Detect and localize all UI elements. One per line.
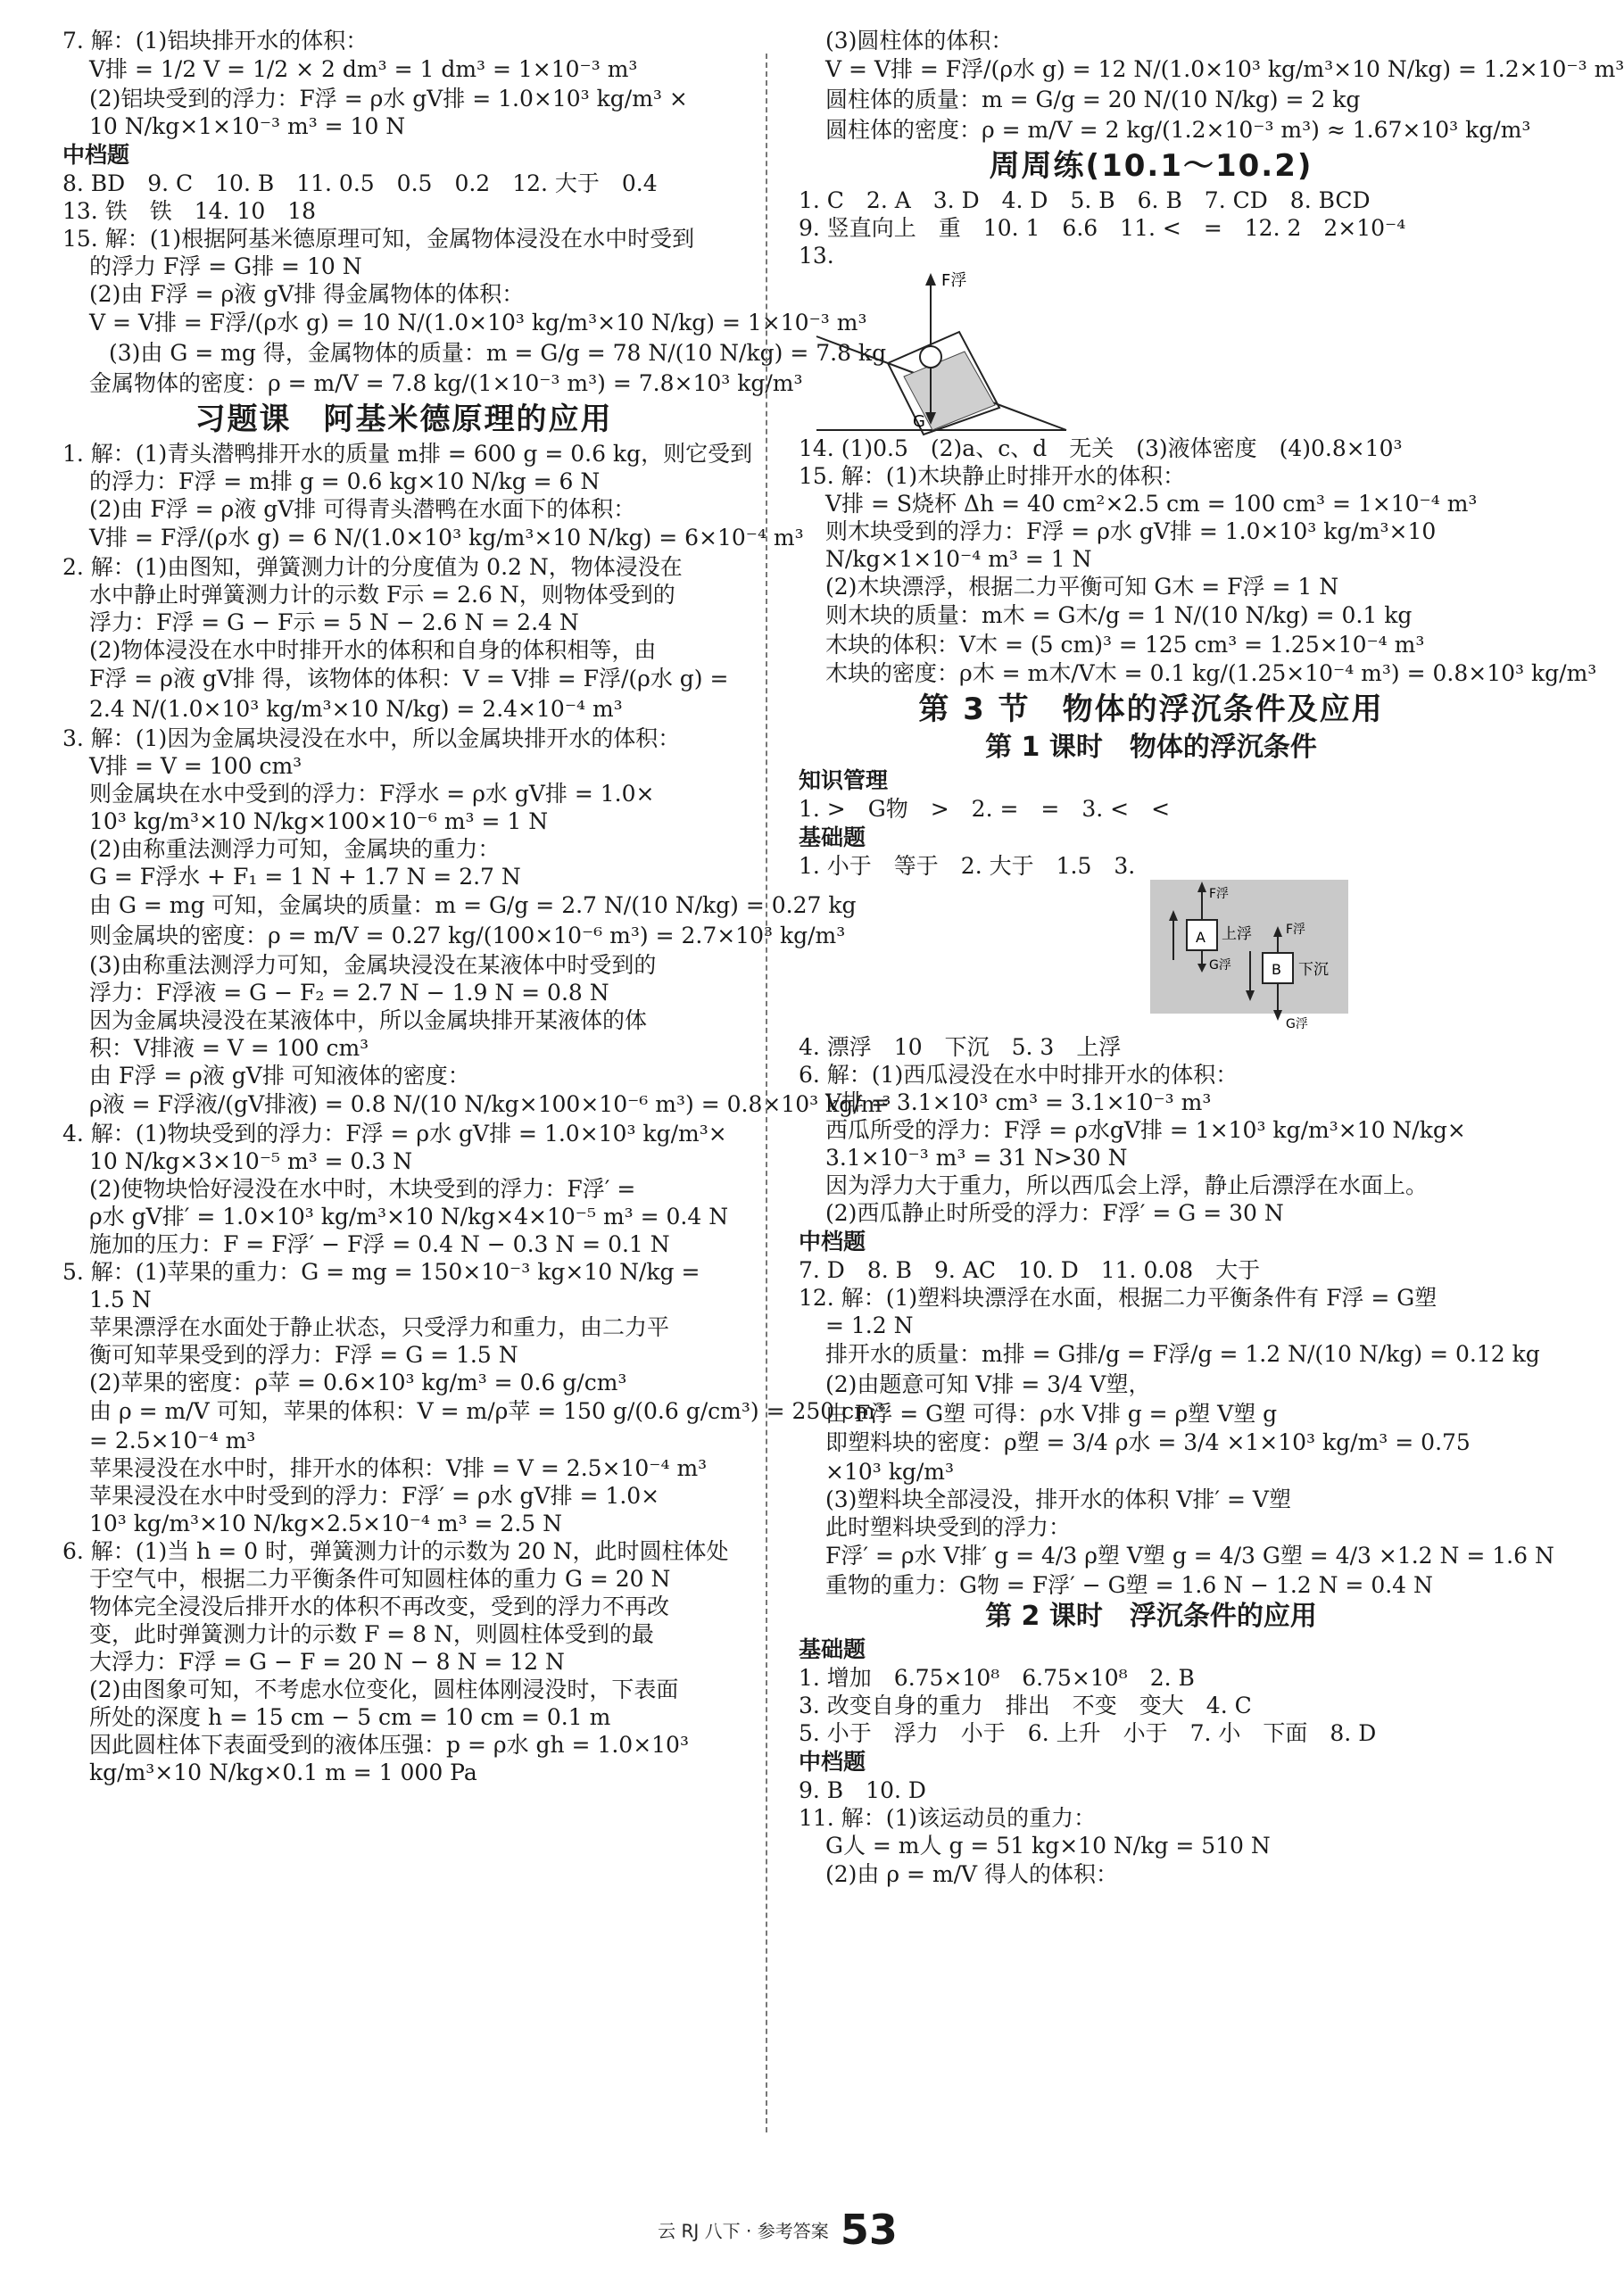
right-top-block — [799, 27, 1624, 269]
answer-line: 9. B 10. D — [799, 1777, 926, 1803]
answer-line: 1. 小于 等于 2. 大于 1.5 3. — [799, 853, 1136, 879]
floating-ball — [920, 346, 941, 368]
answer-line: 浮力：F浮 = G − F示 = 5 N − 2.6 N = 2.4 N — [89, 609, 579, 635]
answer-line: 14. (1)0.5 (2)a、c、d 无关 (3)液体密度 (4)0.8×10³ — [799, 435, 1403, 461]
answer-line: G = F浮水 + F₁ = 1 N + 1.7 N = 2.7 N — [89, 864, 521, 890]
answer-line: ρ液 = F浮液/(gV排液) = 0.8 N/(10 N/kg×100×10⁻⁶ m³) = 0.8×10³ kg/m³ — [89, 1091, 891, 1117]
answer-line: 6. 解：(1)当 h = 0 时，弹簧测力计的示数为 20 N，此时圆柱体处 — [62, 1538, 729, 1564]
up-label: 上浮 — [1222, 925, 1252, 943]
answer-line: F浮 = ρ液 gV排 得，该物体的体积：V = V排 = F浮/(ρ水 g) = — [89, 666, 729, 691]
answer-line: 7. 解：(1)铝块排开水的体积： — [62, 28, 369, 54]
answer-line: = 2.5×10⁻⁴ m³ — [89, 1428, 256, 1453]
answer-line: (3)由 G = mg 得，金属物体的质量：m = G/g = 78 N/(10 N/kg) = 7.8 kg — [109, 340, 887, 366]
answer-line: 重物的重力：G物 = F浮′ − G塑 = 1.6 N − 1.2 N = 0.4 N — [825, 1572, 1433, 1598]
block-a-label: A — [1196, 929, 1206, 946]
answer-line: V排 = V = 100 cm³ — [89, 753, 302, 779]
answer-line: 13. 铁 铁 14. 10 18 — [62, 198, 317, 224]
answer-line: 3. 解：(1)因为金属块浸没在水中，所以金属块排开水的体积： — [62, 725, 681, 751]
answer-line: 1. C 2. A 3. D 4. D 5. B 6. B 7. CD 8. BCD — [799, 187, 1371, 213]
answer-line: 的浮力 F浮 = G排 = 10 N — [89, 253, 362, 279]
answer-line: (2)由 F浮 = ρ液 gV排 得金属物体的体积： — [89, 281, 525, 307]
answer-line: 5. 小于 浮力 小于 6. 上升 小于 7. 小 下面 8. D — [799, 1720, 1377, 1746]
answer-line: 2.4 N/(1.0×10³ kg/m³×10 N/kg) = 2.4×10⁻⁴ m³ — [89, 696, 623, 722]
answer-line: 排开水的质量：m排 = G排/g = F浮/g = 1.2 N/(10 N/kg) = 0.12 kg — [825, 1341, 1540, 1367]
answer-line: (3)塑料块全部浸没，排开水的体积 V排′ = V塑 — [825, 1486, 1291, 1512]
answer-line: 15. 解：(1)根据阿基米德原理可知，金属物体浸没在水中时受到 — [62, 226, 695, 252]
answer-line: 由 ρ = m/V 可知，苹果的体积：V = m/ρ苹 = 150 g/(0.6 g/cm³) = 250 cm³ — [89, 1398, 884, 1424]
answer-line: 13. — [799, 243, 834, 269]
right-column — [799, 27, 1624, 1890]
answer-line: 由 G = mg 可知，金属块的质量：m = G/g = 2.7 N/(10 N/kg) = 0.27 kg — [89, 892, 857, 918]
answer-line: 大浮力：F浮 = G − F = 20 N − 8 N = 12 N — [89, 1649, 565, 1675]
answer-line: 1. > G物 > 2. = = 3. < < — [799, 796, 1171, 822]
answer-line: 积：V排液 = V = 100 cm³ — [89, 1035, 369, 1061]
answer-line: 3. 改变自身的重力 排出 不变 变大 4. C — [799, 1693, 1252, 1718]
float-sink-diagram — [799, 880, 1504, 1033]
section-heading: 第 3 节 物体的浮沉条件及应用 — [918, 691, 1384, 727]
incline-force-diagram — [799, 269, 1093, 435]
answer-line: 1.5 N — [89, 1287, 152, 1312]
answer-line: (2)由图象可知，不考虑水位变化，圆柱体刚浸没时，下表面 — [89, 1677, 679, 1702]
answer-line: 水中静止时弹簧测力计的示数 F示 = 2.6 N，则物体受到的 — [89, 582, 675, 608]
answer-line: 10 N/kg×3×10⁻⁵ m³ = 0.3 N — [89, 1148, 413, 1174]
answer-line: (2)西瓜静止时所受的浮力：F浮′ = G = 30 N — [825, 1200, 1284, 1226]
right-bottom-block — [799, 1033, 1554, 1890]
answer-line: ×10³ kg/m³ — [825, 1459, 955, 1485]
section-label: 中档题 — [799, 1229, 866, 1254]
buoyancy-arrowhead — [925, 273, 936, 286]
b-buoyancy-label: F浮 — [1286, 923, 1306, 937]
down-label: 下沉 — [1298, 961, 1329, 979]
answer-line: 11. 解：(1)该运动员的重力： — [799, 1805, 1097, 1831]
answer-line: 则木块受到的浮力：F浮 = ρ水 gV排 = 1.0×10³ kg/m³×10 — [825, 518, 1437, 544]
answer-line: (2)由 ρ = m/V 得人的体积： — [825, 1861, 1119, 1887]
answer-line: 由 F浮 = G塑 可得：ρ水 V排 g = ρ塑 V塑 g — [825, 1401, 1278, 1427]
answer-line: 因此圆柱体下表面受到的液体压强：p = ρ水 gh = 1.0×10³ — [89, 1732, 689, 1758]
answer-line: 1. 解：(1)青头潜鸭排开水的质量 m排 = 600 g = 0.6 kg，则它受到 — [62, 441, 753, 467]
answer-line: V排 = 3.1×10³ cm³ = 3.1×10⁻³ m³ — [825, 1089, 1212, 1115]
answer-line: 5. 解：(1)苹果的重力：G = mg = 150×10⁻³ kg×10 N/kg = — [62, 1259, 700, 1285]
section-heading: 周周练(10.1～10.2) — [989, 148, 1313, 184]
answer-line: 2. 解：(1)由图知，弹簧测力计的分度值为 0.2 N，物体浸没在 — [62, 554, 683, 580]
buoyancy-label: F浮 — [941, 271, 967, 290]
answer-line: 由 F浮 = ρ液 gV排 可知液体的密度： — [89, 1063, 470, 1089]
answer-line: 苹果浸没在水中时，排开水的体积：V排 = V = 2.5×10⁻⁴ m³ — [89, 1455, 708, 1481]
answer-line: V = V排 = F浮/(ρ水 g) = 10 N/(1.0×10³ kg/m³×10 N/kg) = 1×10⁻³ m³ — [89, 310, 867, 335]
section-heading: 第 2 课时 浮沉条件的应用 — [985, 1601, 1317, 1632]
section-heading: 习题课 阿基米德原理的应用 — [195, 402, 613, 437]
answer-line: 因为浮力大于重力，所以西瓜会上浮，静止后漂浮在水面上。 — [825, 1172, 1429, 1198]
answer-line: 此时塑料块受到的浮力： — [825, 1514, 1072, 1540]
answer-line: 物体完全浸没后排开水的体积不再改变，受到的浮力不再改 — [89, 1594, 670, 1619]
answer-line: 6. 解：(1)西瓜浸没在水中时排开水的体积： — [799, 1062, 1239, 1088]
answer-line: 3.1×10⁻³ m³ = 31 N>30 N — [825, 1145, 1128, 1171]
answer-line: 于空气中，根据二力平衡条件可知圆柱体的重力 G = 20 N — [89, 1566, 671, 1592]
answer-line: F浮′ = ρ水 V排′ g = 4/3 ρ塑 V塑 g = 4/3 G塑 = 4/3 ×1.2 N = 1.6 N — [825, 1543, 1554, 1569]
answer-line: 圆柱体的密度：ρ = m/V = 2 kg/(1.2×10⁻³ m³) ≈ 1.67×10³ kg/m³ — [825, 117, 1531, 143]
a-buoyancy-label: F浮 — [1209, 887, 1230, 901]
answer-line: (3)圆柱体的体积： — [825, 28, 1014, 54]
answer-line: 则金属块的密度：ρ = m/V = 0.27 kg/(100×10⁻⁶ m³) = 2.7×10³ kg/m³ — [89, 923, 846, 948]
answer-line: 10³ kg/m³×10 N/kg×2.5×10⁻⁴ m³ = 2.5 N — [89, 1511, 563, 1536]
answer-line: 4. 漂浮 10 下沉 5. 3 上浮 — [799, 1034, 1122, 1060]
answer-line: (2)使物块恰好浸没在水中时，木块受到的浮力：F浮′ = — [89, 1176, 636, 1202]
answer-line: V排 = S烧杯 Δh = 40 cm²×2.5 cm = 100 cm³ = 1×10⁻⁴ m³ — [825, 491, 1478, 517]
answer-line: (2)铝块受到的浮力：F浮 = ρ水 gV排 = 1.0×10³ kg/m³ × — [89, 86, 688, 112]
answer-line: G人 = m人 g = 51 kg×10 N/kg = 510 N — [825, 1833, 1271, 1859]
answer-line: 浮力：F浮液 = G − F₂ = 2.7 N − 1.9 N = 0.8 N — [89, 980, 609, 1006]
answer-line: 圆柱体的质量：m = G/g = 20 N/(10 N/kg) = 2 kg — [825, 87, 1361, 112]
answer-line: 15. 解：(1)木块静止时排开水的体积： — [799, 463, 1186, 489]
footer-label: 云 RJ 八下 · 参考答案 — [658, 2220, 829, 2242]
section-label: 基础题 — [799, 824, 866, 850]
b-gravity-label: G浮 — [1286, 1017, 1308, 1031]
answer-line: 因为金属块浸没在某液体中，所以金属块排开某液体的体 — [89, 1007, 648, 1033]
section-heading: 第 1 课时 物体的浮沉条件 — [985, 732, 1317, 763]
column-divider — [766, 54, 767, 2132]
answer-line: 木块的密度：ρ木 = m木/V木 = 0.1 kg/(1.25×10⁻⁴ m³) = 0.8×10³ kg/m³ — [825, 660, 1597, 686]
answer-line: 木块的体积：V木 = (5 cm)³ = 125 cm³ = 1.25×10⁻⁴ m³ — [825, 632, 1425, 658]
answer-line: kg/m³×10 N/kg×0.1 m = 1 000 Pa — [89, 1760, 477, 1785]
answer-line: 即塑料块的密度：ρ塑 = 3/4 ρ水 = 3/4 ×1×10³ kg/m³ = 0.75 — [825, 1429, 1471, 1455]
answer-line: ρ水 gV排′ = 1.0×10³ kg/m³×10 N/kg×4×10⁻⁵ m³ = 0.4 N — [89, 1204, 729, 1230]
answer-line: 苹果浸没在水中时受到的浮力：F浮′ = ρ水 gV排 = 1.0× — [89, 1483, 660, 1509]
answer-line: N/kg×1×10⁻⁴ m³ = 1 N — [825, 546, 1092, 572]
section-label: 中档题 — [62, 142, 130, 168]
answer-line: (2)由称重法测浮力可知，金属块的重力： — [89, 836, 501, 862]
answer-line: 12. 解：(1)塑料块漂浮在水面，根据二力平衡条件有 F浮 = G塑 — [799, 1285, 1438, 1311]
answer-line: 9. 竖直向上 重 10. 1 6.6 11. < = 12. 2 2×10⁻⁴ — [799, 215, 1406, 241]
right-middle-block — [799, 435, 1597, 880]
answer-line: 施加的压力：F = F浮′ − F浮 = 0.4 N − 0.3 N = 0.1 N — [89, 1231, 670, 1257]
b-gravity-arrowhead — [1273, 1010, 1282, 1021]
answer-line: (2)苹果的密度：ρ苹 = 0.6×10³ kg/m³ = 0.6 g/cm³ — [89, 1370, 627, 1395]
figure-13-incline-container — [799, 269, 1504, 435]
answer-line: 的浮力：F浮 = m排 g = 0.6 kg×10 N/kg = 6 N — [89, 468, 601, 494]
answer-line: 10 N/kg×1×10⁻³ m³ = 10 N — [89, 113, 406, 139]
figure-3-container — [799, 880, 1504, 1033]
answer-line: (2)由 F浮 = ρ液 gV排 可得青头潜鸭在水面下的体积： — [89, 496, 636, 522]
section-label: 知识管理 — [799, 767, 889, 793]
section-label: 基础题 — [799, 1636, 866, 1662]
answer-line: (3)由称重法测浮力可知，金属块浸没在某液体中时受到的 — [89, 952, 657, 978]
answer-line: 变，此时弹簧测力计的示数 F = 8 N，则圆柱体受到的最 — [89, 1621, 654, 1647]
answer-line: 7. D 8. B 9. AC 10. D 11. 0.08 大于 — [799, 1257, 1261, 1283]
answer-line: V排 = F浮/(ρ水 g) = 6 N/(1.0×10³ kg/m³×10 N/kg) = 6×10⁻⁴ m³ — [89, 525, 804, 551]
answer-line: 西瓜所受的浮力：F浮 = ρ水gV排 = 1×10³ kg/m³×10 N/kg× — [825, 1117, 1466, 1143]
page-number: 53 — [840, 2206, 898, 2254]
answer-line: (2)由题意可知 V排 = 3/4 V塑， — [825, 1371, 1151, 1397]
answer-line: 苹果漂浮在水面处于静止状态，只受浮力和重力，由二力平 — [89, 1314, 670, 1340]
answer-line: 则金属块在水中受到的浮力：F浮水 = ρ水 gV排 = 1.0× — [89, 781, 655, 807]
answer-line: V排 = 1/2 V = 1/2 × 2 dm³ = 1 dm³ = 1×10⁻³ m³ — [89, 56, 638, 82]
answer-line: 1. 增加 6.75×10⁸ 6.75×10⁸ 2. B — [799, 1665, 1195, 1691]
page-footer — [0, 2206, 1555, 2254]
answer-line: 则木块的质量：m木 = G木/g = 1 N/(10 N/kg) = 0.1 kg — [825, 602, 1413, 628]
answer-line: (2)木块漂浮，根据二力平衡可知 G木 = F浮 = 1 N — [825, 574, 1339, 600]
a-gravity-label: G浮 — [1209, 958, 1231, 973]
answer-line: 10³ kg/m³×10 N/kg×100×10⁻⁶ m³ = 1 N — [89, 808, 549, 834]
answer-line: (2)物体浸没在水中时排开水的体积和自身的体积相等，由 — [89, 637, 657, 663]
answer-line: = 1.2 N — [825, 1312, 914, 1338]
answer-line: 衡可知苹果受到的浮力：F浮 = G = 1.5 N — [89, 1342, 518, 1368]
answer-line: 4. 解：(1)物块受到的浮力：F浮 = ρ水 gV排 = 1.0×10³ kg/m³× — [62, 1121, 727, 1147]
answer-line: 所处的深度 h = 15 cm − 5 cm = 10 cm = 0.1 m — [89, 1704, 611, 1730]
block-b-label: B — [1272, 961, 1281, 978]
gravity-label: G — [913, 412, 925, 431]
section-label: 中档题 — [799, 1749, 866, 1775]
answer-line: 8. BD 9. C 10. B 11. 0.5 0.5 0.2 12. 大于 0.4 — [62, 170, 658, 196]
answer-line: V = V排 = F浮/(ρ水 g) = 12 N/(1.0×10³ kg/m³×10 N/kg) = 1.2×10⁻³ m³ — [825, 56, 1624, 82]
answer-line: 金属物体的密度：ρ = m/V = 7.8 kg/(1×10⁻³ m³) = 7.8×10³ kg/m³ — [89, 370, 803, 396]
